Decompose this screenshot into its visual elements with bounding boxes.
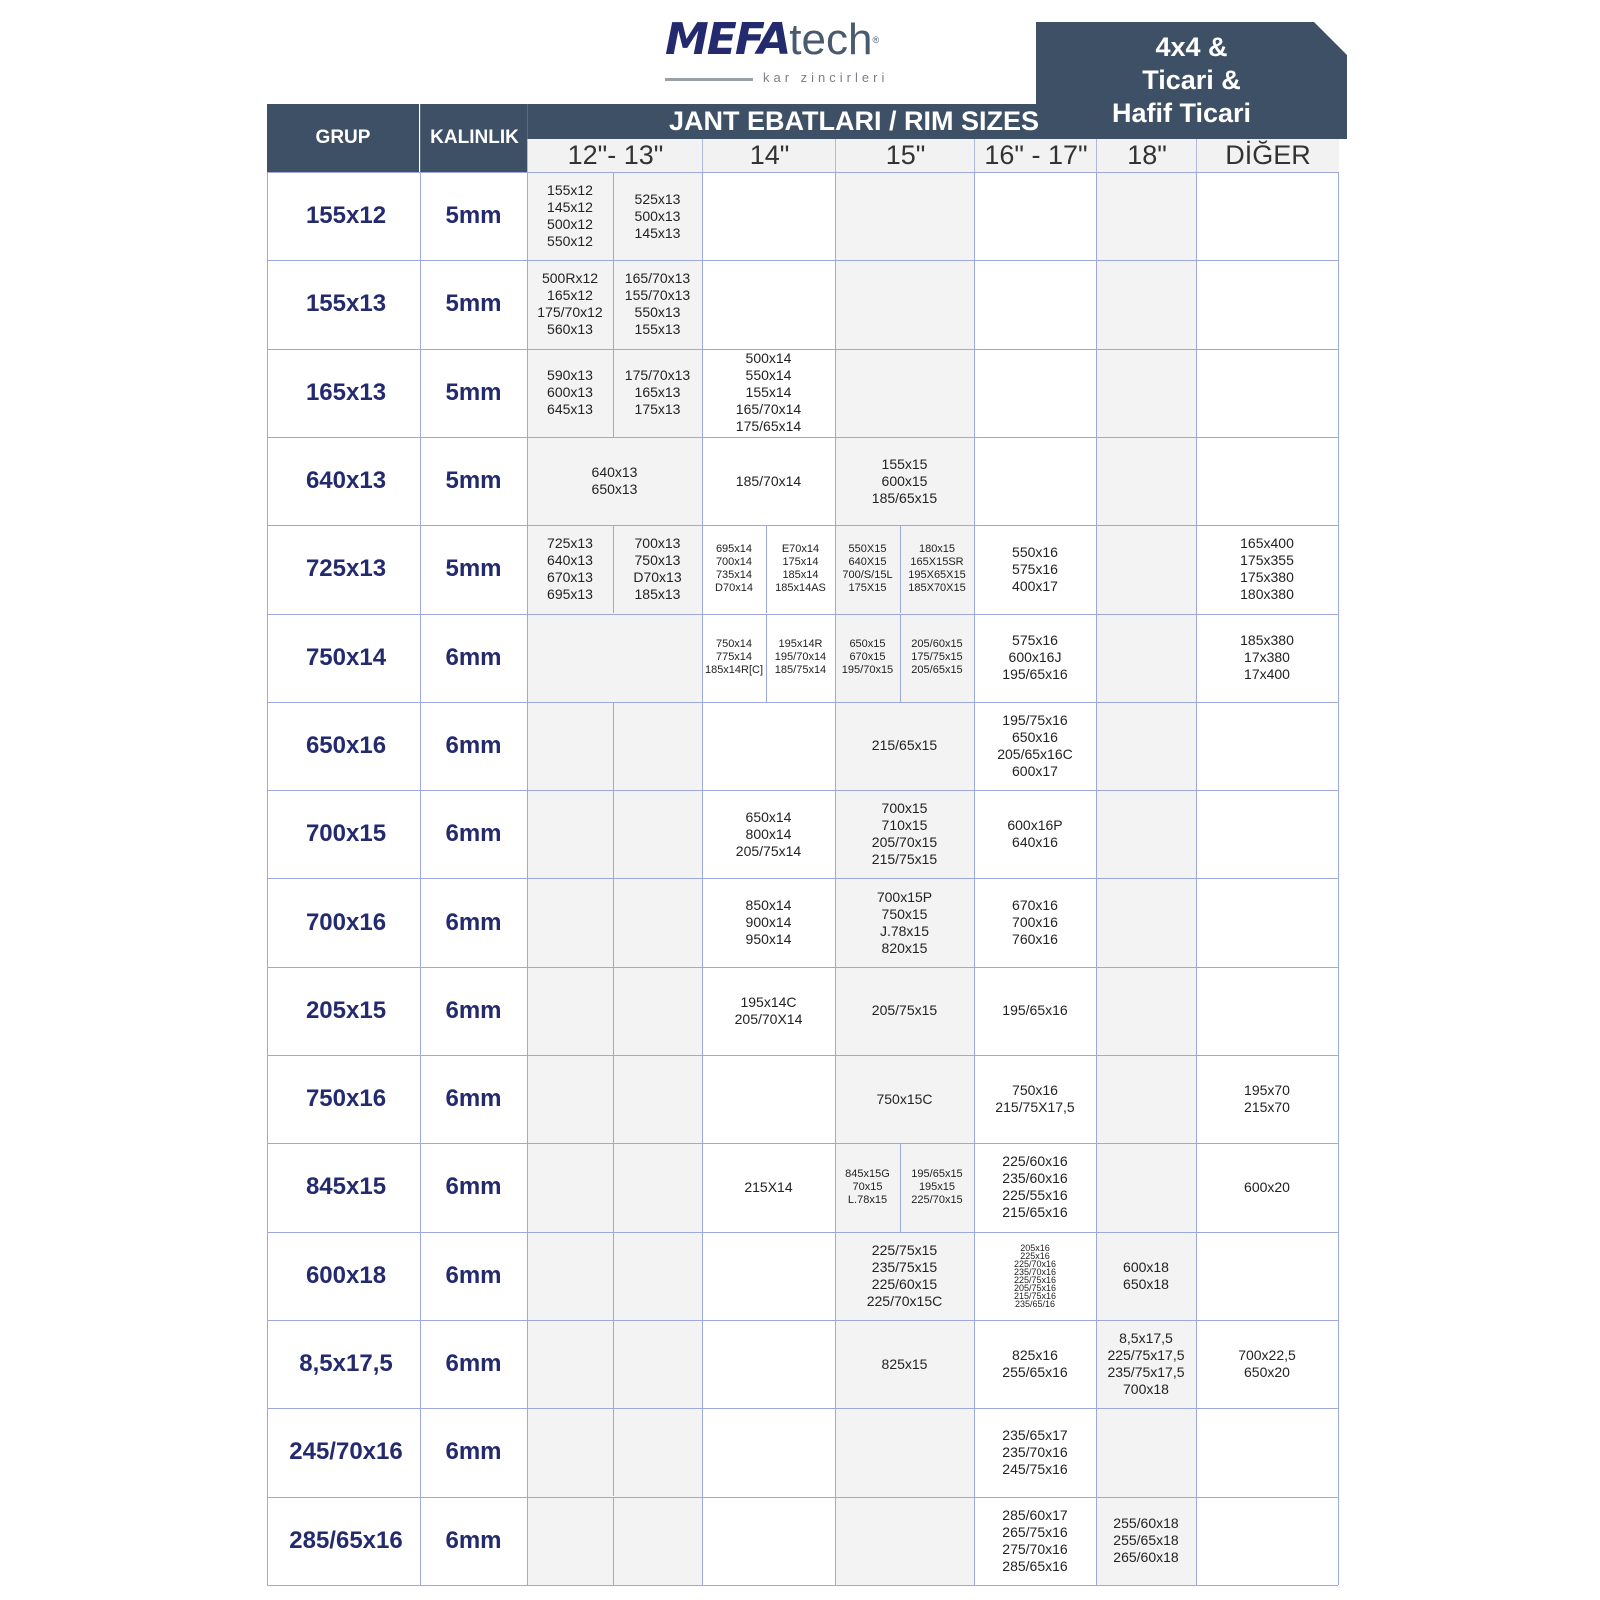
row-divider [267,260,1338,261]
tire-size-list: 155x15 600x15 185/65x15 [871,455,938,506]
subcell-divider [766,614,767,702]
tire-size-list: 185x380 17x380 17x400 [1240,632,1294,683]
chain-thickness: 6mm [445,1526,502,1554]
header-size-15: 15" [835,139,975,172]
tire-size-list: 700x15P 750x15 J.78x15 820x15 [876,888,933,956]
tire-size-list: 215X14 [744,1178,793,1195]
tire-size-list: 650x15 670x15 195/70x15 [841,638,894,677]
category-tab [1036,22,1347,139]
category-line-1: 4x4 & [1155,32,1228,62]
tire-size-list: 195/65x16 [1002,1002,1068,1019]
row-divider [267,967,1338,968]
tire-size-list: 750x15C [876,1090,933,1107]
subcell-divider [613,878,614,966]
tire-size-list: 750x16 215/75X17,5 [995,1082,1075,1116]
header-size-12-13: 12"- 13" [527,139,703,172]
tire-size-list: 725x13 640x13 670x13 695x13 [547,535,593,603]
subcell-divider [613,1320,614,1408]
tire-size-list: 205/60x15 175/75x15 205/65x15 [911,638,963,677]
group-size: 245/70x16 [289,1438,403,1466]
group-size: 700x15 [305,820,387,848]
group-size: 725x13 [305,555,387,583]
tire-size-list: 600x20 [1244,1178,1290,1195]
tire-size-list: 215/65x15 [871,737,938,754]
tire-size-list: 500x14 550x14 155x14 165/70x14 175/65x14 [735,350,802,435]
tire-size-list: 700x22,5 650x20 [1238,1347,1296,1381]
header-rim-sizes [527,104,1037,139]
tire-size-list: E70x14 175x14 185x14 185x14AS [775,543,826,595]
subcell-divider [900,614,901,702]
chain-thickness: 6mm [445,996,502,1024]
column-divider [974,172,975,1585]
tire-size-list: 155x12 145x12 500x12 550x12 [547,182,593,250]
group-size: 285/65x16 [289,1526,403,1554]
tire-size-list: 175/70x13 165x13 175x13 [624,367,691,418]
header-size-16-17: 16" - 17" [974,139,1097,172]
row-divider [267,878,1338,879]
category-line-3: Hafif Ticari [1111,98,1252,128]
column-divider [1196,172,1197,1585]
tire-size-list: 550X15 640X15 700/S/15L 175X15 [842,543,893,595]
row-divider [267,437,1338,438]
row-divider [267,1143,1338,1144]
tire-size-list: 525x13 500x13 145x13 [634,190,681,241]
subcell-divider [613,1408,614,1496]
tire-size-list: 185/70x14 [735,472,802,489]
tire-size-list: 195x70 215x70 [1244,1082,1290,1116]
tire-size-list: 165x400 175x355 175x380 180x380 [1240,535,1294,603]
tire-size-list: 590x13 600x13 645x13 [547,367,593,418]
group-size: 845x15 [305,1173,387,1201]
tire-size-list: 225/60x16 235/60x16 225/55x16 215/65x16 [1002,1153,1068,1221]
chain-thickness: 6mm [445,1173,502,1201]
header-size-14: 14" [702,139,836,172]
chain-thickness: 6mm [445,1438,502,1466]
tire-size-list: 180x15 165X15SR 195X65X15 185X70X15 [908,543,966,595]
header-rim-sizes-label: JANT EBATLARI / RIM SIZES [668,106,1039,136]
tire-size-list: 850x14 900x14 950x14 [745,897,792,948]
subcell-divider [613,790,614,878]
subcell-divider [613,349,614,437]
chain-thickness: 6mm [445,908,502,936]
tire-size-list: 550x16 575x16 400x17 [1012,543,1058,594]
subcell-divider [613,1143,614,1231]
tire-size-list: 195/65x15 195x15 225/70x15 [911,1167,963,1206]
row-divider [267,1585,1338,1586]
group-size: 600x18 [305,1261,387,1289]
tire-size-list: 285/60x17 265/75x16 275/70x16 285/65x16 [1002,1506,1068,1574]
chain-thickness: 6mm [445,643,502,671]
subcell-divider [766,525,767,613]
row-divider [267,614,1338,615]
tire-size-list: 750x14 775x14 185x14R[C] [704,638,764,677]
brand-logo [665,14,955,85]
column-divider [702,172,703,1585]
subcell-divider [613,702,614,790]
chain-thickness: 5mm [445,378,502,406]
brand-wordmark [665,14,879,66]
tire-size-list: 255/60x18 255/65x18 265/60x18 [1113,1515,1179,1566]
group-size: 750x14 [305,643,387,671]
subcell-divider [613,967,614,1055]
row-divider [267,525,1338,526]
group-size: 155x12 [305,202,387,230]
header-grup: GRUP [267,104,419,172]
tire-size-list: 845x15G 70x15 L.78x15 [845,1167,890,1206]
column-divider [1338,172,1339,1585]
subcell-divider [900,1143,901,1231]
row-divider [267,1497,1338,1498]
row-divider [267,702,1338,703]
subcell-divider [613,525,614,613]
chain-thickness: 5mm [445,467,502,495]
header-kalinlik: KALINLIK [420,104,528,172]
brand-name-light: tech [789,15,873,64]
tire-size-list: 600x18 650x18 [1123,1258,1169,1292]
row-divider [267,1320,1338,1321]
group-size: 650x16 [305,731,387,759]
column-divider [527,172,528,1585]
chain-thickness: 6mm [445,1350,502,1378]
group-size: 8,5x17,5 [299,1350,393,1378]
tire-size-list: 205/75x15 [871,1002,938,1019]
tire-size-list: 700x15 710x15 205/70x15 215/75x15 [871,800,938,868]
header-size-diger: DİĞER [1196,139,1339,172]
row-divider [267,1232,1338,1233]
tire-size-list: 225/75x15 235/75x15 225/60x15 225/70x15C [866,1241,943,1309]
column-divider [267,172,268,1585]
chain-thickness: 5mm [445,290,502,318]
header-size-18: 18" [1096,139,1197,172]
row-divider [267,1055,1338,1056]
chain-thickness: 6mm [445,731,502,759]
tire-size-list: 8,5x17,5 225/75x17,5 235/75x17,5 700x18 [1107,1330,1185,1398]
tire-size-list: 500Rx12 165x12 175/70x12 560x13 [537,270,603,338]
group-size: 750x16 [305,1085,387,1113]
tire-size-list: 235/65x17 235/70x16 245/75x16 [1002,1426,1068,1477]
chain-thickness: 6mm [445,820,502,848]
tire-size-list: 640x13 650x13 [591,464,638,498]
subcell-divider [613,1055,614,1143]
group-size: 205x15 [305,996,387,1024]
group-size: 155x13 [305,290,387,318]
tire-size-list: 825x16 255/65x16 [1002,1347,1068,1381]
subcell-divider [613,172,614,260]
tire-size-list: 670x16 700x16 760x16 [1012,897,1058,948]
tire-size-list: 700x13 750x13 D70x13 185x13 [633,535,682,603]
category-line-2: Ticari & [1142,65,1241,95]
row-divider [267,172,1338,173]
chain-thickness: 6mm [445,1261,502,1289]
tire-size-list: 600x16P 640x16 [1007,817,1063,851]
registered-mark: ® [872,35,880,45]
column-divider [420,172,421,1585]
chain-thickness: 5mm [445,555,502,583]
tire-size-list: 575x16 600x16J 195/65x16 [1002,632,1068,683]
row-divider [267,790,1338,791]
tire-size-list: 825x15 [881,1355,928,1372]
subcell-divider [613,1232,614,1320]
group-size: 640x13 [305,467,387,495]
tire-size-list: 195/75x16 650x16 205/65x16C 600x17 [997,711,1073,779]
group-size: 700x16 [305,908,387,936]
column-divider [835,172,836,1585]
column-divider [1096,172,1097,1585]
subcell-divider [613,260,614,348]
tire-size-list: 165/70x13 155/70x13 550x13 155x13 [624,270,691,338]
subcell-divider [900,525,901,613]
subcell-divider [613,1497,614,1585]
brand-subtitle: kar zincirleri [763,70,889,85]
chain-thickness: 5mm [445,202,502,230]
brand-name-bold: MEFA [665,14,790,65]
tire-size-list: 695x14 700x14 735x14 D70x14 [715,543,753,595]
chain-thickness: 6mm [445,1085,502,1113]
tire-size-list: 195x14C 205/70X14 [734,993,803,1027]
row-divider [267,349,1338,350]
tire-size-list: 205x16 225x16 225/70x16 235/70x16 225/75x16 205/75x16 215/75x16 235/65/16 [1013,1242,1057,1309]
brand-underline [665,78,753,81]
group-size: 165x13 [305,378,387,406]
row-divider [267,1408,1338,1409]
tire-size-list: 650x14 800x14 205/75x14 [735,808,802,859]
tire-size-list: 195x14R 195/70x14 185/75x14 [774,638,827,677]
